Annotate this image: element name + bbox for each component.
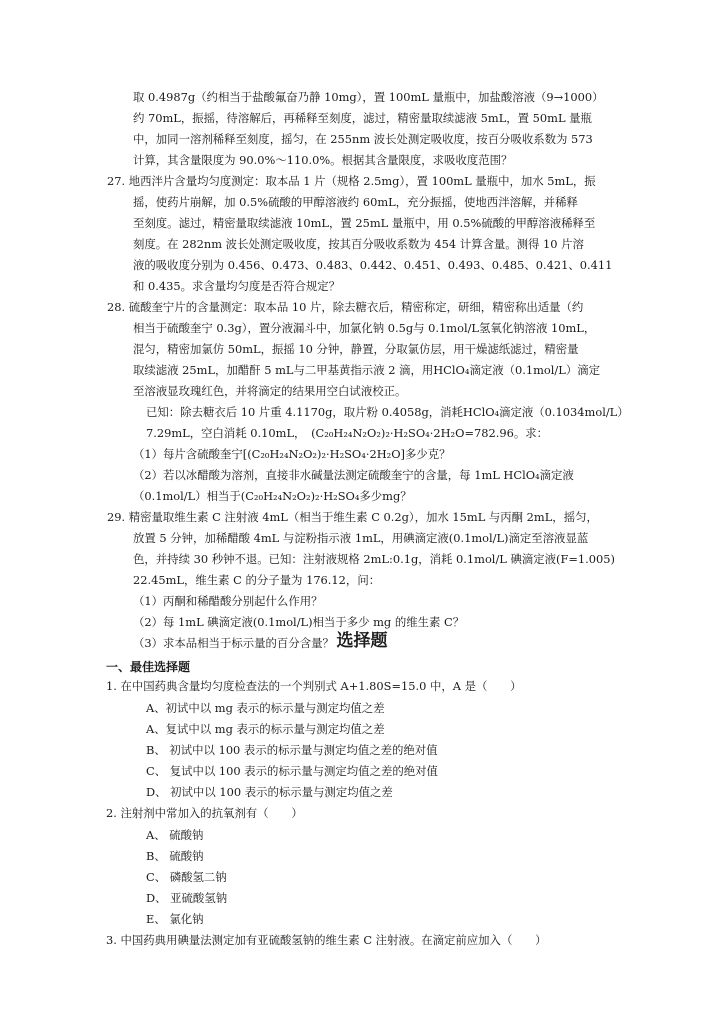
option-line: D、 初试中以 100 表示的标示量与测定均值之差 <box>146 785 393 799</box>
text-line: 相当于硫酸奎宁 0.3g），置分液漏斗中，加氯化钠 0.5g与 0.1mol/L氢氧化钠溶液 10mL， <box>133 321 596 335</box>
question-29-line: 29. 精密量取维生素 C 注射液 4mL（相当于维生素 C 0.2g），加水 15mL 与丙酮 2mL，摇匀， <box>107 510 598 524</box>
option-line: E、 氯化钠 <box>146 912 204 926</box>
text-line: （2）若以冰醋酸为溶剂，直接非水碱量法测定硫酸奎宁的含量，每 1mL HClO₄滴定液 <box>133 468 574 482</box>
text-line: 7.29mL，空白消耗 0.10mL， (C₂₀H₂₄N₂O₂)₂·H₂SO₄·2H₂O=782.96。求： <box>146 426 549 440</box>
question-28-line: 28. 硫酸奎宁片的含量测定：取本品 10 片，除去糖衣后，精密称定，研细，精密称出适量（约 <box>107 300 584 314</box>
text-line: 约 70mL，振摇，待溶解后，再稀释至刻度，滤过，精密量取续滤液 5mL，置 50mL 量瓶 <box>133 111 592 125</box>
option-line: A、初试中以 mg 表示的标示量与测定均值之差 <box>146 701 385 715</box>
option-line: C、 复试中以 100 表示的标示量与测定均值之差的绝对值 <box>146 764 438 778</box>
text-line: 至溶液显玫瑰红色，并将滴定的结果用空白试液校正。 <box>133 384 407 398</box>
option-line: C、 磷酸氢二钠 <box>146 870 227 884</box>
text-line: （2）每 1mL 碘滴定液(0.1mol/L)相当于多少 mg 的维生素 C？ <box>133 615 465 629</box>
option-line: A、复试中以 mg 表示的标示量与测定均值之差 <box>146 722 385 736</box>
text-line: （1）每片含硫酸奎宁[(C₂₀H₂₄N₂O₂)₂·H₂SO₄·2H₂O]多少克？ <box>133 447 451 461</box>
text-line: 液的吸收度分别为 0.456、0.473、0.483、0.442、0.451、0.493、0.485、0.421、0.411 <box>133 258 613 272</box>
text-line: 至刻度。滤过，精密量取续滤液 10mL，置 25mL 量瓶中，用 0.5%硫酸的甲醇溶液稀释至 <box>133 216 596 230</box>
text-line: （0.1mol/L）相当于(C₂₀H₂₄N₂O₂)₂·H₂SO₄多少mg？ <box>133 489 412 503</box>
text-line: 和 0.435。求含量均匀度是否符合规定？ <box>133 279 341 293</box>
question-27-line: 27. 地西泮片含量均匀度测定：取本品 1 片（规格 2.5mg），置 100mL 量瓶中，加水 5mL，振 <box>107 174 596 188</box>
option-line: B、 硫酸钠 <box>146 849 204 863</box>
text-line: 取续滤液 25mL，加醋酐 5 mL与二甲基黄指示液 2 滴，用HClO₄滴定液（0.1mol/L）滴定 <box>133 363 600 377</box>
question-3: 3. 中国药典用碘量法测定加有亚硫酸氢钠的维生素 C 注射液。在滴定前应加入（ ） <box>106 933 547 947</box>
text-line: 刻度。在 282nm 波长处测定吸收度，按其百分吸收系数为 454 计算含量。测得 10 片溶 <box>133 237 584 251</box>
text-line: 混匀，精密加氯仿 50mL，振摇 10 分钟，静置，分取氯仿层，用干燥滤纸滤过，精密量 <box>133 342 579 356</box>
text-line: 计算，其含量限度为 90.0%～110.0%。根据其含量限度，求吸收度范围？ <box>133 153 513 167</box>
text-line: （1）丙酮和稀醋酸分别起什么作用？ <box>133 594 323 608</box>
section-title: 选择题 <box>336 631 388 651</box>
option-line: A、 硫酸钠 <box>146 828 204 842</box>
option-line: D、 亚硫酸氢钠 <box>146 891 228 905</box>
text-line: 22.45mL，维生素 C 的分子量为 176.12，问： <box>133 573 381 587</box>
text-line: （3）求本品相当于标示量的百分含量？ <box>133 636 334 650</box>
text-line: 色，并持续 30 秒钟不退。已知：注射液规格 2mL:0.1g，消耗 0.1mol/L 碘滴定液(F=1.005) <box>133 552 615 566</box>
option-line: B、 初试中以 100 表示的标示量与测定均值之差的绝对值 <box>146 743 438 757</box>
text-line: 取 0.4987g（约相当于盐酸氟奋乃静 10mg），置 100mL 量瓶中，加盐酸溶液（9→1000） <box>133 90 604 104</box>
text-line: 放置 5 分钟，加稀醋酸 4mL 与淀粉指示液 1mL，用碘滴定液(0.1mol/L)滴定至溶液显蓝 <box>133 531 589 545</box>
question-1: 1. 在中国药典含量均匀度检查法的一个判别式 A+1.80S=15.0 中，A 是（ ） <box>106 679 522 693</box>
text-line: 摇，使药片崩解，加 0.5%硫酸的甲醇溶液约 60mL，充分振摇，使地西泮溶解，并稀释 <box>133 195 578 209</box>
text-line: 已知：除去糖衣后 10 片重 4.1170g，取片粉 0.4058g，消耗HClO₄滴定液（0.1034mol/L） <box>146 405 629 419</box>
question-2: 2. 注射剂中常加入的抗氧剂有（ ） <box>106 806 303 820</box>
subsection-heading: 一、最佳选择题 <box>106 660 191 674</box>
text-line: 中，加同一溶剂稀释至刻度，摇匀，在 255nm 波长处测定吸收度，按百分吸收系数为 573 <box>133 132 593 146</box>
